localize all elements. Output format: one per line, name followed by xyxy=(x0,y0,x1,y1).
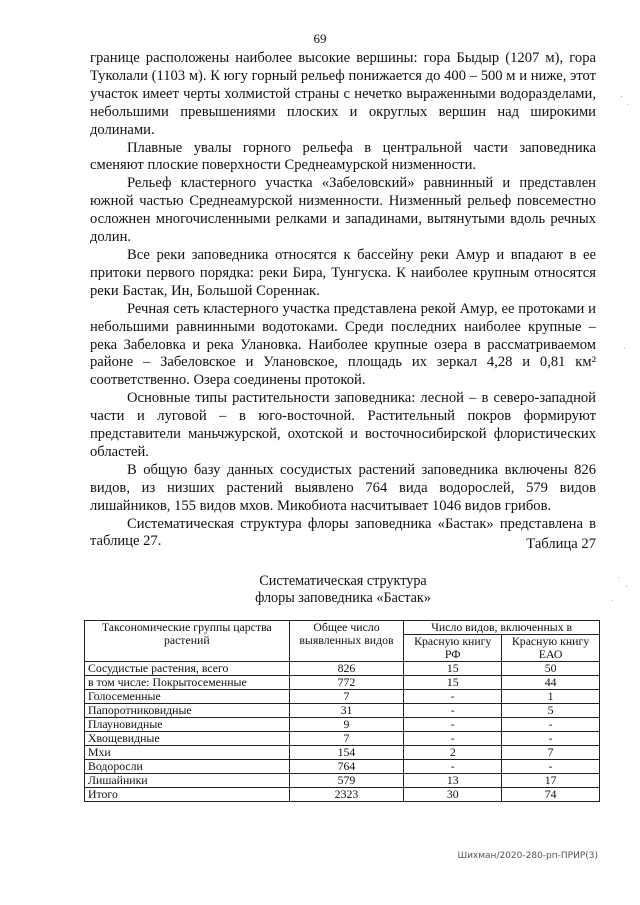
row-eao: 1 xyxy=(502,690,600,704)
row-total: 579 xyxy=(289,774,404,788)
flora-table xyxy=(84,620,600,802)
row-name: Сосудистые растения, всего xyxy=(85,662,290,676)
row-total: 772 xyxy=(289,676,404,690)
scan-speck xyxy=(618,577,619,578)
table-row xyxy=(85,704,600,718)
row-eao: 44 xyxy=(502,676,600,690)
scan-speck xyxy=(626,586,627,587)
header-taxonomic-group: Таксономические группы царства растений xyxy=(85,621,290,662)
row-name: Лишайники xyxy=(85,774,290,788)
table-row xyxy=(85,676,600,690)
scan-speck xyxy=(624,348,625,349)
row-name: Папоротниковидные xyxy=(85,704,290,718)
paragraph: Речная сеть кластерного участка представлена рекой Амур, ее протоками и небольшими равнинными водотоками. Среди последних наиболее крупные – река Забеловка и река Улановка. Наиболее крупные озера в рассматриваемом районе – Забеловское и Улановское, площадь их зеркал 4,28 и 0,81 км² соответственно. Озера соединены протокой. xyxy=(90,300,596,389)
paragraph: Рельеф кластерного участка «Забеловский» равнинный и представлен южной частью Среднеамурской низменности. Низменный рельеф повсеместно осложнен многочисленными релками и западинами, вытянутыми вдоль речных долин. xyxy=(90,175,596,246)
footer-stamp: Шихман/2020-280-рп-ПРИР(3) xyxy=(457,851,598,861)
row-rf: - xyxy=(404,760,502,774)
row-name: Плауновидные xyxy=(85,718,290,732)
table-row xyxy=(85,662,600,676)
body-text xyxy=(90,50,596,551)
row-rf: 2 xyxy=(404,746,502,760)
row-name: в том числе: Покрытосеменные xyxy=(85,676,290,690)
header-red-book-rf: Красную книгу РФ xyxy=(404,635,502,662)
row-total: 154 xyxy=(289,746,404,760)
row-name: Мхи xyxy=(85,746,290,760)
row-eao: 74 xyxy=(502,788,600,802)
paragraph: Плавные увалы горного рельефа в центральной части заповедника сменяют плоские поверхности Среднеамурской низменности. xyxy=(90,139,596,174)
table-row xyxy=(85,760,600,774)
row-rf: 15 xyxy=(404,676,502,690)
row-eao: 5 xyxy=(502,704,600,718)
page-number: 69 xyxy=(313,31,327,46)
row-total: 9 xyxy=(289,718,404,732)
row-rf: - xyxy=(404,690,502,704)
row-rf: 13 xyxy=(404,774,502,788)
scan-speck xyxy=(621,96,622,97)
row-eao: - xyxy=(502,718,600,732)
paragraph: Систематическая структура флоры заповедника «Бастак» представлена в таблице 27. xyxy=(90,515,596,550)
paragraph: В общую базу данных сосудистых растений заповедника включены 826 видов, из низших растений выявлено 764 вида водорослей, 579 видов лишайников, 155 видов мхов. Микобиота насчитывает 1046 видов грибов. xyxy=(90,461,596,514)
scan-speck xyxy=(612,600,613,601)
row-eao: 50 xyxy=(502,662,600,676)
paragraph: Основные типы растительности заповедника: лесной – в северо-западной части и луговой – в юго-восточной. Растительный покров формируют представители маньчжурской, охотской и восточносибирской флористических областей. xyxy=(90,390,596,460)
table-label: Таблица 27 xyxy=(526,536,596,552)
row-eao: 17 xyxy=(502,774,600,788)
table-row xyxy=(85,718,600,732)
table-row xyxy=(85,690,600,704)
table-title xyxy=(90,573,596,607)
row-rf: - xyxy=(404,718,502,732)
table-title-line: флоры заповедника «Бастак» xyxy=(255,590,431,606)
row-total: 7 xyxy=(289,690,404,704)
paragraph: границе расположены наиболее высокие вершины: гора Быдыр (1207 м), гора Туколали (1103 м). К югу горный рельеф понижается до 400 – 500 м и ниже, этот участок имеет черты холмистой страны с нечетко выраженными водоразделами, небольшими превышениями плоских и округлых вершин над широкими долинами. xyxy=(90,50,596,138)
header-red-book-eao: Красную книгу ЕАО xyxy=(502,635,600,662)
row-eao: - xyxy=(502,732,600,746)
row-total: 7 xyxy=(289,732,404,746)
row-eao: - xyxy=(502,760,600,774)
row-rf: - xyxy=(404,732,502,746)
scan-speck xyxy=(627,104,628,105)
table-title-line: Систематическая структура xyxy=(259,573,427,589)
table-row xyxy=(85,788,600,802)
row-rf: - xyxy=(404,704,502,718)
header-red-book-group: Число видов, включенных в xyxy=(404,621,600,635)
row-name: Хвощевидные xyxy=(85,732,290,746)
table-row xyxy=(85,746,600,760)
row-rf: 30 xyxy=(404,788,502,802)
row-total: 2323 xyxy=(289,788,404,802)
row-name: Водоросли xyxy=(85,760,290,774)
table-row xyxy=(85,732,600,746)
row-eao: 7 xyxy=(502,746,600,760)
row-total: 826 xyxy=(289,662,404,676)
row-name: Итого xyxy=(85,788,290,802)
row-total: 764 xyxy=(289,760,404,774)
row-rf: 15 xyxy=(404,662,502,676)
paragraph: Все реки заповедника относятся к бассейну реки Амур и впадают в ее притоки первого порядка: реки Бира, Тунгуска. К наиболее крупным относятся реки Бастак, Ин, Большой Сореннак. xyxy=(90,246,596,299)
row-name: Голосеменные xyxy=(85,690,290,704)
row-total: 31 xyxy=(289,704,404,718)
header-total-species: Общее число выявленных видов xyxy=(289,621,404,662)
table-row xyxy=(85,774,600,788)
